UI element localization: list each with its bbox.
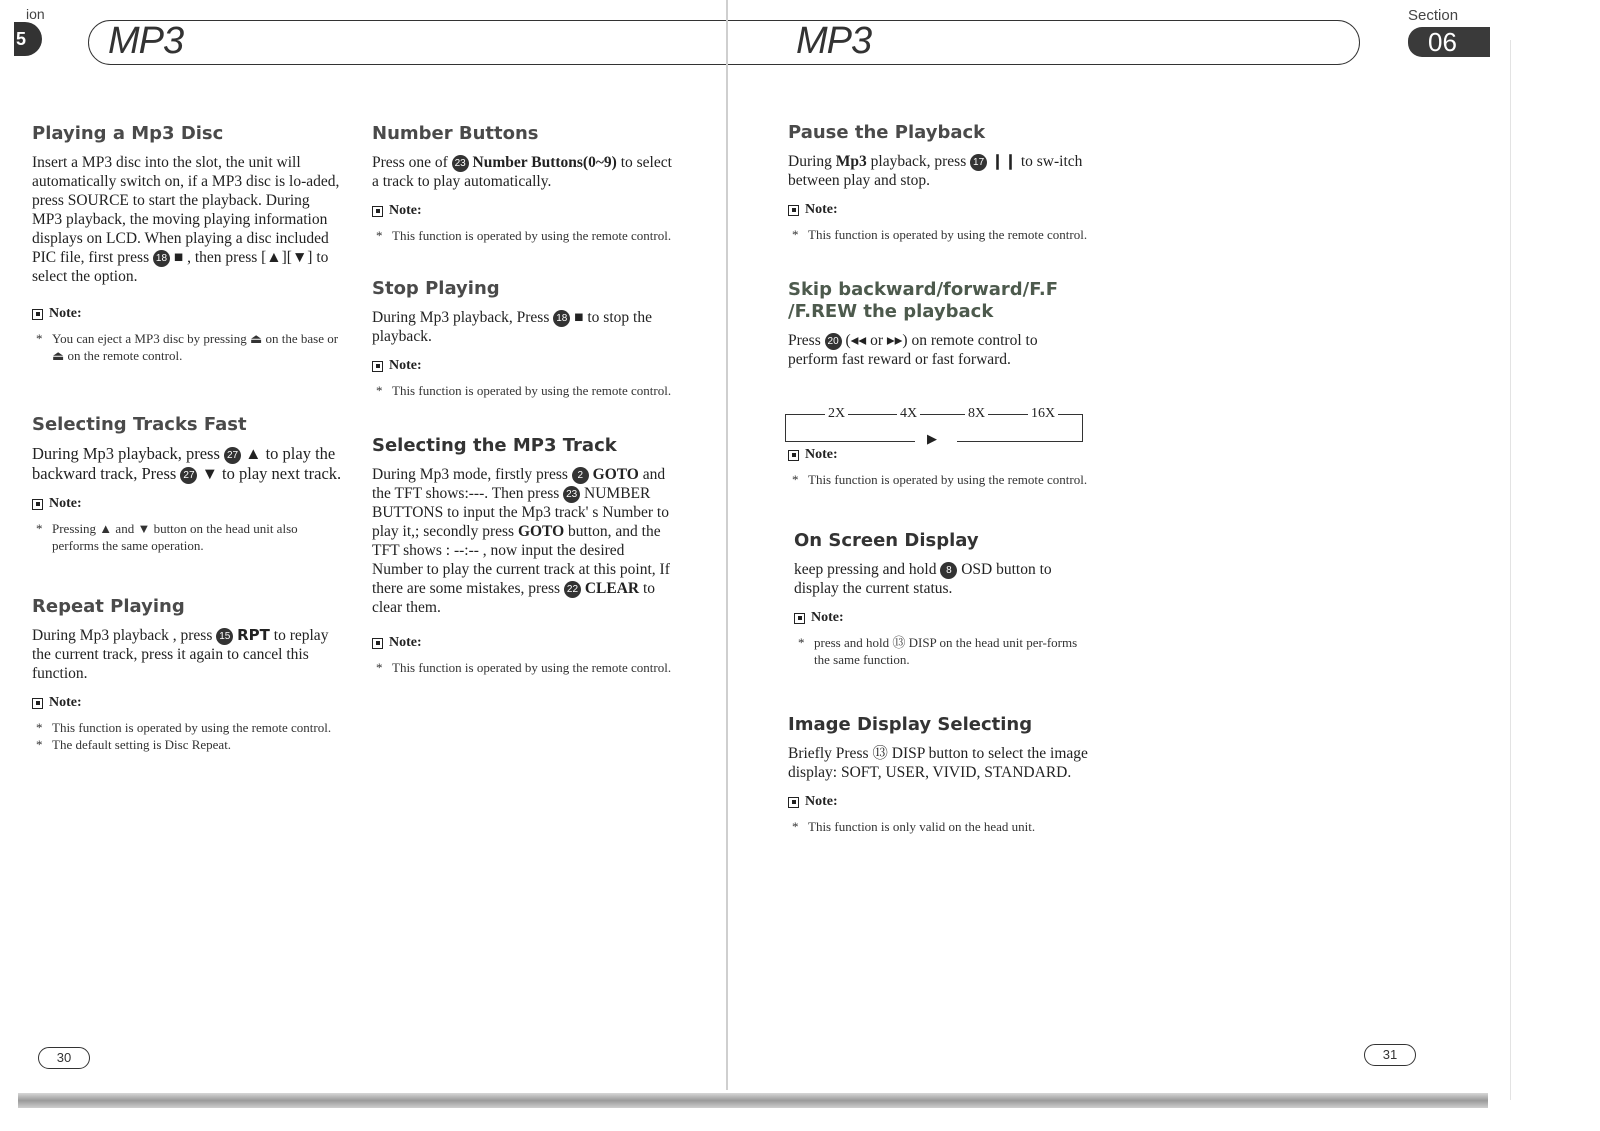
- left-section-tab: 5: [14, 22, 42, 56]
- right-column: [788, 122, 1088, 841]
- left-column-1: [32, 123, 342, 759]
- section-title: Repeat Playing: [32, 596, 185, 617]
- button-number-badge: 27: [224, 447, 241, 464]
- note-item: * Pressing ▲ and ▼ button on the head unit also performs the same operation.: [32, 520, 342, 554]
- speed-label: 2X: [825, 406, 848, 422]
- note-item: * press and hold ⑬ DISP on the head unit per-forms the same function.: [794, 634, 1088, 668]
- note-list: [788, 226, 1088, 243]
- right-page-edge: [1510, 40, 1511, 1100]
- note-icon: [788, 797, 799, 808]
- key-label: Number Buttons(0~9): [472, 154, 617, 171]
- section-title: Skip backward/forward/F.F /F.REW the playback: [788, 279, 1059, 322]
- section-title: Image Display Selecting: [788, 714, 1033, 735]
- button-number-badge: 23: [452, 155, 469, 172]
- note-icon: [372, 638, 383, 649]
- note-item: * This function is operated by using the remote control.: [372, 659, 672, 676]
- speed-label: 4X: [897, 406, 920, 422]
- note-heading: Note:: [788, 794, 1088, 810]
- section-stop-playing: [372, 278, 672, 399]
- section-title: Selecting the MP3 Track: [372, 435, 617, 456]
- note-heading: Note:: [372, 635, 672, 651]
- note-list: [32, 330, 342, 364]
- note-list: [32, 520, 342, 554]
- note-item: * This function is operated by using the remote control.: [372, 227, 672, 244]
- section-image-display: [788, 714, 1088, 835]
- note-list: [372, 659, 672, 676]
- note-icon: [32, 698, 43, 709]
- note-list: [788, 818, 1088, 835]
- section-selecting-mp3-track: [372, 435, 672, 676]
- note-icon: [788, 205, 799, 216]
- flow-right-line: [1082, 414, 1083, 442]
- key-label: Mp3: [835, 153, 867, 170]
- note-list: [32, 719, 342, 753]
- note-list: [372, 227, 672, 244]
- note-item: * This function is operated by using the remote control.: [32, 719, 342, 736]
- section-title: Selecting Tracks Fast: [32, 414, 247, 435]
- note-item: * This function is operated by using the remote control.: [788, 471, 1088, 488]
- section-title: Pause the Playback: [788, 122, 986, 143]
- section-body: Press 20 (◂◂ or ▸▸) on remote control to perform fast reward or fast forward.: [788, 332, 1038, 368]
- section-number-buttons: [372, 123, 672, 244]
- note-heading: Note:: [788, 447, 1088, 463]
- button-number-badge: 15: [216, 628, 233, 645]
- section-selecting-tracks-fast: [32, 414, 342, 554]
- left-column-2: [372, 123, 672, 682]
- page-spine: [726, 0, 728, 1090]
- key-label: CLEAR: [584, 580, 640, 597]
- section-body: During Mp3 playback , press 15 RPT to replay the current track, press it again to cancel this function.: [32, 626, 329, 682]
- note-icon: [372, 206, 383, 217]
- note-heading: Note:: [372, 358, 672, 374]
- section-repeat-playing: [32, 596, 342, 753]
- section-title: Playing a Mp3 Disc: [32, 123, 224, 144]
- section-body: During Mp3 playback, Press 18 ■ to stop the playback.: [372, 309, 652, 345]
- button-number-badge: 27: [180, 467, 197, 484]
- section-playing-mp3-disc: [32, 123, 342, 364]
- speed-flow-diagram: [785, 406, 1083, 462]
- note-heading: Note:: [794, 610, 1088, 626]
- section-body: Press one of 23 Number Buttons(0~9) to select a track to play automatically.: [372, 154, 672, 190]
- section-title: Number Buttons: [372, 123, 539, 144]
- key-label: GOTO: [517, 523, 565, 540]
- section-body: During Mp3 mode, firstly press 2 GOTO and the TFT shows:---. Then press 23 NUMBER BUTTONS to input the Mp3 track' s Number to play it,; secondly press GOTO button, and the TFT shows : --:-- , now input the desired Number to play the current track at this point, If there are some mistakes, press 22 CLEAR to clear them.: [372, 466, 670, 616]
- section-body: Briefly Press ⑬ DISP button to select the image display: SOFT, USER, VIVID, STANDARD.: [788, 745, 1088, 781]
- button-number-badge: 20: [825, 333, 842, 350]
- note-item: * This function is operated by using the remote control.: [372, 382, 672, 399]
- note-list: [372, 382, 672, 399]
- section-title: On Screen Display: [794, 530, 979, 551]
- key-label: GOTO: [592, 466, 639, 483]
- note-item: * This function is only valid on the head unit.: [788, 818, 1088, 835]
- flow-bottom-left-line: [785, 441, 915, 442]
- button-number-badge: 8: [940, 562, 957, 579]
- note-item: * The default setting is Disc Repeat.: [32, 736, 342, 753]
- note-icon: [794, 613, 805, 624]
- section-body: keep pressing and hold 8 OSD button to display the current status.: [794, 561, 1052, 597]
- section-number-badge: 06: [1408, 27, 1490, 57]
- flow-left-line: [785, 414, 786, 442]
- button-number-badge: 18: [153, 250, 170, 267]
- left-page-number: 30: [38, 1047, 90, 1069]
- section-pause-playback: [788, 122, 1088, 243]
- note-icon: [32, 309, 43, 320]
- note-heading: Note:: [788, 202, 1088, 218]
- button-number-badge: 23: [563, 486, 580, 503]
- note-heading: Note:: [32, 695, 342, 711]
- button-number-badge: 17: [970, 154, 987, 171]
- section-on-screen-display: [794, 530, 1088, 668]
- header-frame: [88, 20, 1360, 65]
- note-icon: [372, 361, 383, 372]
- right-page-number: 31: [1364, 1044, 1416, 1066]
- edge-fragment-text: ion: [26, 6, 45, 22]
- flow-bottom-right-line: [957, 441, 1083, 442]
- note-icon: [32, 499, 43, 510]
- note-heading: Note:: [32, 496, 342, 512]
- note-item: * This function is operated by using the remote control.: [788, 226, 1088, 243]
- button-number-badge: 18: [553, 310, 570, 327]
- speed-label: 16X: [1028, 406, 1058, 422]
- scan-bottom-band: [18, 1093, 1488, 1108]
- section-body: Insert a MP3 disc into the slot, the unit will automatically switch on, if a MP3 disc is lo-aded, press SOURCE to start the playback. During MP3 playback, the moving playing information displays on LCD. When playing a disc included PIC file, first press 18 ■ , then press [▲][▼] to select the option.: [32, 154, 340, 285]
- note-heading: Note:: [32, 306, 342, 322]
- button-number-badge: 22: [564, 581, 581, 598]
- note-list: [788, 471, 1088, 488]
- right-page-title: MP3: [796, 20, 872, 62]
- key-label: RPT: [237, 626, 270, 644]
- speed-label: 8X: [965, 406, 988, 422]
- section-title: Stop Playing: [372, 278, 500, 299]
- section-body: During Mp3 playback, press 17 ❙❙ to sw-itch between play and stop.: [788, 153, 1083, 189]
- play-icon: ▶: [927, 432, 937, 447]
- section-label: Section: [1408, 7, 1459, 24]
- section-body: During Mp3 playback, press 27 ▲ to play the backward track, Press 27 ▼ to play next track.: [32, 444, 342, 483]
- note-item: * You can eject a MP3 disc by pressing ⏏ on the base or ⏏ on the remote control.: [32, 330, 342, 364]
- note-list: [794, 634, 1088, 668]
- left-page-title: MP3: [108, 20, 184, 62]
- note-heading: Note:: [372, 203, 672, 219]
- button-number-badge: 2: [572, 467, 589, 484]
